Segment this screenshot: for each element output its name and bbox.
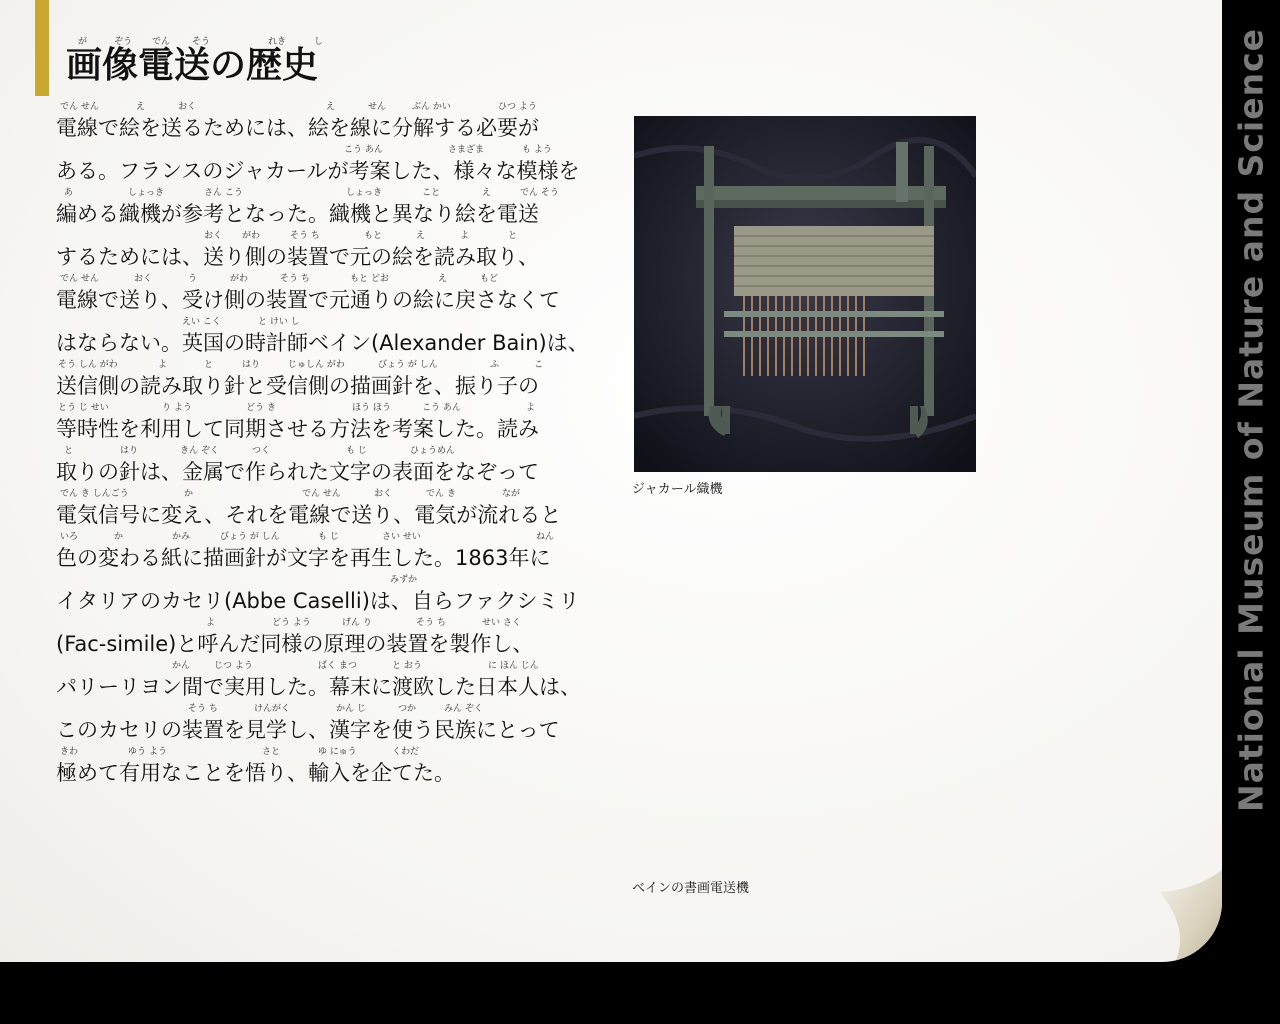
ruby-annotation: おく bbox=[178, 102, 197, 112]
ruby-annotation: こと bbox=[422, 188, 441, 198]
body-line bbox=[56, 231, 601, 269]
ruby-annotation: かん じ bbox=[336, 704, 366, 714]
ruby-annotation: そう ち bbox=[290, 231, 320, 241]
ruby-annotation: ぶん かい bbox=[412, 102, 451, 112]
body-line-text: 色の変わる紙に描画針が文字を再生した。1863年に bbox=[56, 546, 551, 570]
ruby-annotation: つく bbox=[252, 446, 271, 456]
body-line-text: 等時性を利用して同期させる方法を考案した。読み bbox=[56, 417, 539, 441]
body-line-text: 送信側の読み取り針と受信側の描画針を、振り子の bbox=[56, 374, 539, 398]
ruby-annotation: そう ち bbox=[416, 618, 446, 628]
ruby-annotation: ねん bbox=[536, 532, 555, 542]
body-line bbox=[56, 403, 601, 441]
ruby-annotation: しょっき bbox=[128, 188, 165, 198]
ruby-annotation: ふ bbox=[490, 360, 500, 370]
ruby-annotation: びょう が しん bbox=[220, 532, 280, 542]
body-line bbox=[56, 102, 601, 140]
ruby-annotation: に ほん じん bbox=[488, 661, 539, 671]
loom-illustration bbox=[634, 116, 976, 472]
ruby-annotation: かん bbox=[172, 661, 191, 671]
ruby-annotation: え bbox=[416, 231, 426, 241]
ruby-annotation: そう ち bbox=[280, 274, 310, 284]
body-line bbox=[56, 145, 601, 183]
ruby-annotation: つか bbox=[398, 704, 417, 714]
ruby-annotation: え bbox=[438, 274, 448, 284]
ruby-annotation: もと bbox=[364, 231, 383, 241]
ruby-annotation: はり bbox=[242, 360, 261, 370]
ruby-annotation: え bbox=[482, 188, 492, 198]
title-ruby-5: れき bbox=[268, 37, 287, 47]
ruby-annotation: じつ よう bbox=[214, 661, 253, 671]
ruby-annotation: ひょうめん bbox=[410, 446, 456, 456]
body-line bbox=[56, 360, 601, 398]
ruby-annotation: かみ bbox=[172, 532, 191, 542]
second-caption: ベインの書画電送機 bbox=[632, 881, 750, 896]
ruby-annotation: せん bbox=[368, 102, 387, 112]
ruby-annotation: り よう bbox=[162, 403, 192, 413]
body-line bbox=[56, 446, 601, 484]
body-line-text: (Fac-simile)と呼んだ同様の原理の装置を製作し、 bbox=[56, 632, 534, 656]
ruby-annotation: げん り bbox=[342, 618, 372, 628]
ruby-annotation: さと bbox=[262, 747, 281, 757]
ruby-annotation: さい せい bbox=[382, 532, 421, 542]
ruby-annotation: ひつ よう bbox=[498, 102, 537, 112]
title-ruby bbox=[66, 34, 356, 47]
title-ruby-6: し bbox=[314, 37, 324, 47]
page-title: 画像電送の歴史 bbox=[66, 45, 319, 86]
ruby-annotation: どう よう bbox=[272, 618, 311, 628]
ruby-annotation: きわ bbox=[60, 747, 79, 757]
body-line-text: 電線で絵を送るためには、絵を線に分解する必要が bbox=[56, 116, 539, 140]
ruby-annotation: か bbox=[114, 532, 124, 542]
ruby-annotation: けんがく bbox=[254, 704, 291, 714]
body-line-text: 取りの針は、金属で作られた文字の表面をなぞって bbox=[56, 460, 539, 484]
ruby-annotation: と おう bbox=[392, 661, 422, 671]
ruby-annotation: え bbox=[136, 102, 146, 112]
ruby-annotation: がわ bbox=[242, 231, 261, 241]
body-line-text: パリーリヨン間で実用した。幕末に渡欧した日本人は、 bbox=[56, 675, 581, 699]
ruby-annotation: えい こく bbox=[182, 317, 221, 327]
ruby-annotation: でん せん bbox=[60, 102, 99, 112]
ruby-annotation: がわ bbox=[230, 274, 249, 284]
body-line-text: 電気信号に変え、それを電線で送り、電気が流れると bbox=[56, 503, 562, 527]
ruby-annotation: もど bbox=[480, 274, 499, 284]
ruby-annotation: そう ち bbox=[188, 704, 218, 714]
ruby-annotation: みずか bbox=[390, 575, 418, 585]
ruby-annotation: でん き しんごう bbox=[60, 489, 129, 499]
page-curl-icon bbox=[1155, 870, 1222, 962]
jacquard-loom-photo bbox=[634, 116, 976, 472]
ruby-annotation: こう あん bbox=[422, 403, 461, 413]
ruby-annotation: か bbox=[184, 489, 194, 499]
body-line-text: 極めて有用なことを悟り、輸入を企てた。 bbox=[56, 761, 455, 785]
ruby-annotation: しょっき bbox=[346, 188, 383, 198]
ruby-annotation: こ bbox=[534, 360, 544, 370]
ruby-annotation: じゅしん がわ bbox=[288, 360, 345, 370]
body-text bbox=[56, 102, 601, 806]
ruby-annotation: でん そう bbox=[520, 188, 559, 198]
ruby-annotation: よ bbox=[526, 403, 536, 413]
ruby-annotation: おく bbox=[204, 231, 223, 241]
ruby-annotation: あ bbox=[64, 188, 74, 198]
body-line-text: ある。フランスのジャカールが考案した、様々な模様を bbox=[56, 159, 580, 183]
ruby-annotation: ばく まつ bbox=[318, 661, 357, 671]
ruby-annotation: よ bbox=[158, 360, 168, 370]
ruby-annotation: え bbox=[326, 102, 336, 112]
ruby-annotation: と bbox=[64, 446, 74, 456]
ruby-annotation: いろ bbox=[60, 532, 79, 542]
ruby-annotation: こう あん bbox=[344, 145, 383, 155]
ruby-annotation: も じ bbox=[346, 446, 367, 456]
ruby-annotation: なが bbox=[502, 489, 521, 499]
ruby-annotation: きん ぞく bbox=[180, 446, 219, 456]
photo-caption: ジャカール織機 bbox=[632, 482, 723, 497]
title-ruby-1: が bbox=[78, 37, 88, 47]
title-ruby-4: そう bbox=[192, 37, 211, 47]
ruby-annotation: そう しん がわ bbox=[58, 360, 118, 370]
title-ruby-2: ぞう bbox=[114, 37, 133, 47]
ruby-annotation: とう じ せい bbox=[58, 403, 109, 413]
museum-name: National Museum of Nature and Science bbox=[1231, 27, 1271, 813]
ruby-annotation: おく bbox=[134, 274, 153, 284]
ruby-annotation: はり bbox=[120, 446, 139, 456]
body-line bbox=[56, 317, 601, 355]
body-line-text: はならない。英国の時計師ベイン(Alexander Bain)は、 bbox=[56, 331, 589, 355]
ruby-annotation: ゆう よう bbox=[128, 747, 167, 757]
body-line-text: イタリアのカセリ(Abbe Caselli)は、自らファクシミリ bbox=[56, 589, 580, 613]
body-line bbox=[56, 575, 601, 613]
body-line bbox=[56, 489, 601, 527]
body-line bbox=[56, 704, 601, 742]
ruby-annotation: よ bbox=[206, 618, 216, 628]
title-ruby-3: でん bbox=[152, 37, 171, 47]
ruby-annotation: ほう ほう bbox=[352, 403, 391, 413]
body-line bbox=[56, 532, 601, 570]
ruby-annotation: どう き bbox=[246, 403, 276, 413]
ruby-annotation: よ bbox=[460, 231, 470, 241]
body-line bbox=[56, 618, 601, 656]
ruby-annotation: びょう が しん bbox=[378, 360, 438, 370]
ruby-annotation: も よう bbox=[522, 145, 552, 155]
ruby-annotation: でん せん bbox=[302, 489, 341, 499]
ruby-annotation: と bbox=[508, 231, 518, 241]
body-line bbox=[56, 188, 601, 226]
ruby-annotation: さまざま bbox=[448, 145, 485, 155]
ruby-annotation: も じ bbox=[318, 532, 339, 542]
body-line bbox=[56, 747, 601, 785]
ruby-annotation: でん き bbox=[426, 489, 456, 499]
title-accent-bar bbox=[35, 0, 49, 96]
body-line bbox=[56, 274, 601, 312]
ruby-annotation: くわだ bbox=[392, 747, 420, 757]
ruby-annotation: さん こう bbox=[204, 188, 243, 198]
ruby-annotation: もと どお bbox=[350, 274, 389, 284]
body-line bbox=[56, 661, 601, 699]
ruby-annotation: と けい し bbox=[258, 317, 300, 327]
body-line-text: このカセリの装置を見学し、漢字を使う民族にとって bbox=[56, 718, 560, 742]
ruby-annotation: ゆ にゅう bbox=[318, 747, 357, 757]
ruby-annotation: せい さく bbox=[482, 618, 521, 628]
body-line-text: 編める織機が参考となった。織機と異なり絵を電送 bbox=[56, 202, 539, 226]
ruby-annotation: と bbox=[204, 360, 214, 370]
body-line-text: 電線で送り、受け側の装置で元通りの絵に戻さなくて bbox=[56, 288, 560, 312]
body-line-text: するためには、送り側の装置で元の絵を読み取り、 bbox=[56, 245, 539, 269]
ruby-annotation: でん せん bbox=[60, 274, 99, 284]
ruby-annotation: おく bbox=[374, 489, 393, 499]
ruby-annotation: みん ぞく bbox=[444, 704, 483, 714]
ruby-annotation: う bbox=[188, 274, 198, 284]
